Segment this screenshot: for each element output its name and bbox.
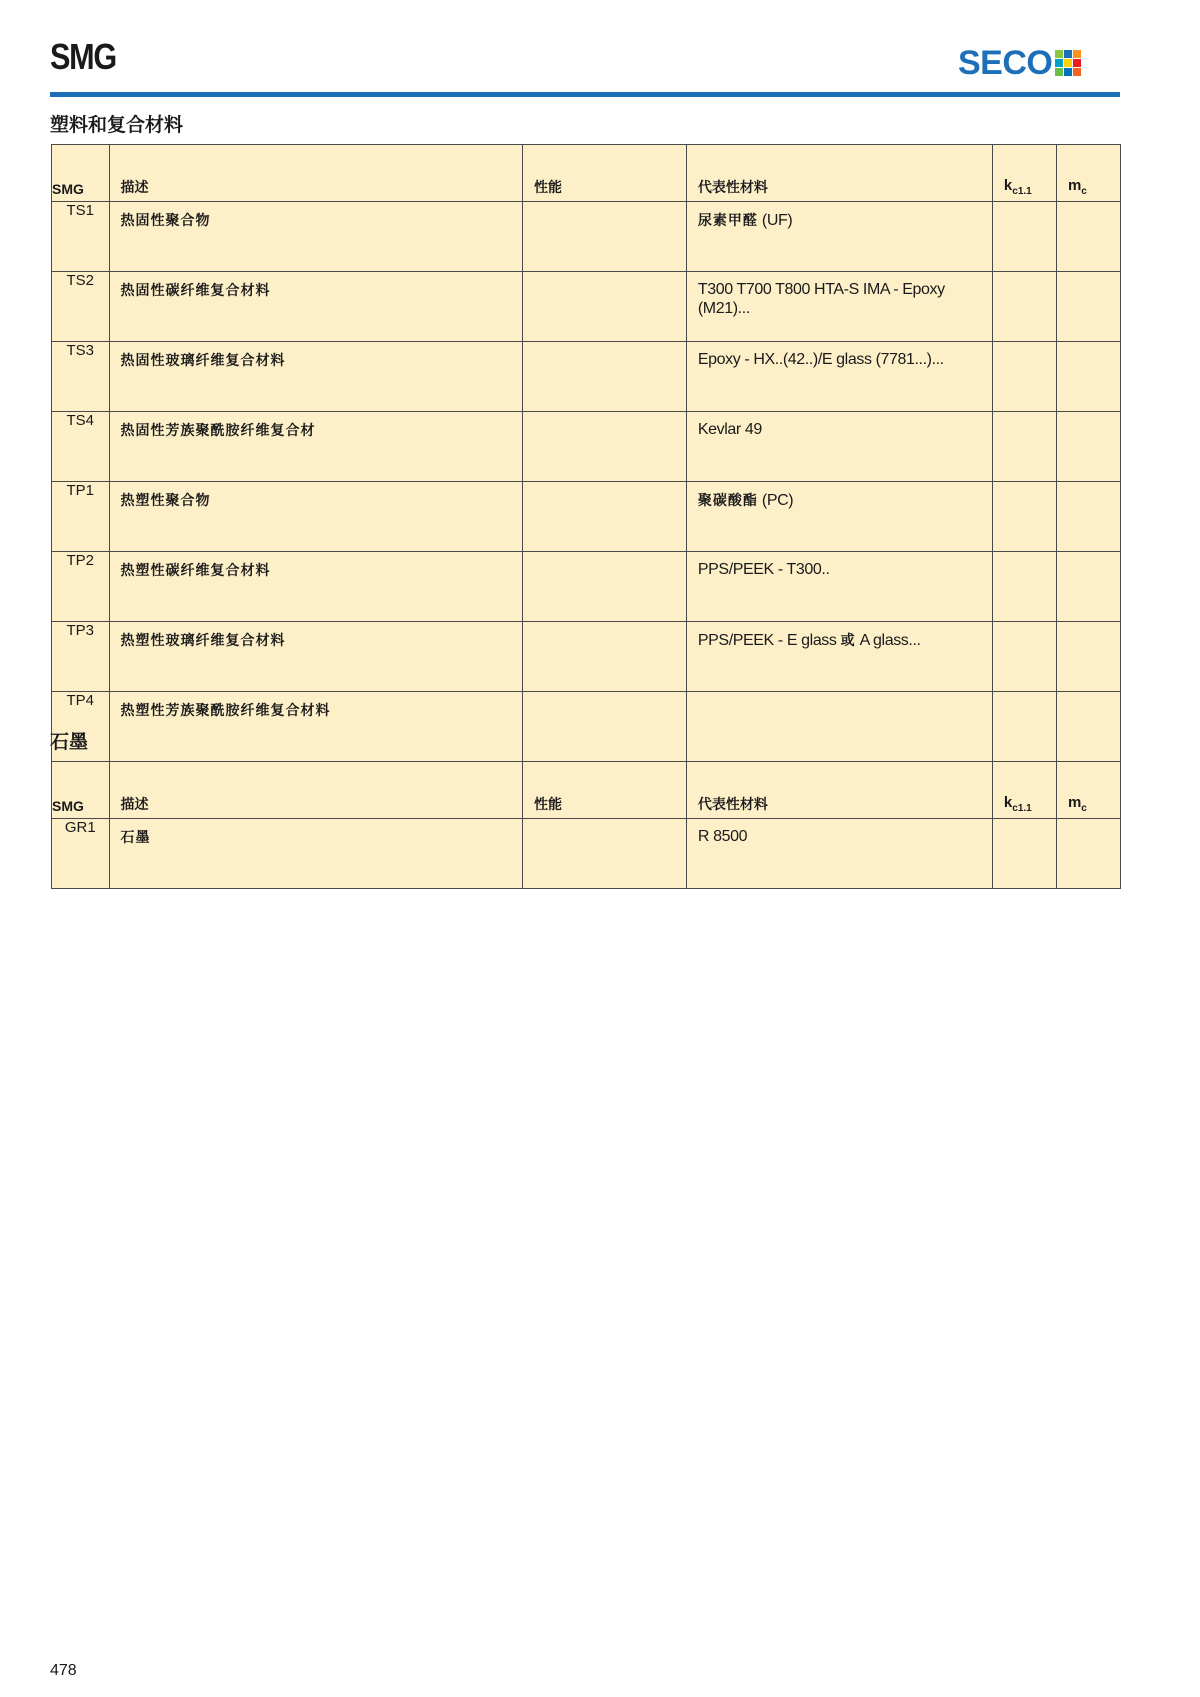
cell-mc [1056, 552, 1120, 622]
representative-material-text: Kevlar 49 [697, 421, 762, 438]
table-row [52, 202, 1121, 272]
cell-representative-material [686, 622, 992, 692]
cell-representative-material [686, 692, 992, 762]
table-header-row [52, 145, 1121, 202]
table-row [52, 342, 1121, 412]
cell-representative-material [686, 272, 992, 342]
cell-properties [523, 482, 687, 552]
cell-representative-material [686, 819, 992, 889]
cell-mc [1056, 482, 1120, 552]
table-row [52, 692, 1121, 762]
cell-properties [523, 272, 687, 342]
cell-kc [992, 622, 1056, 692]
cell-smg: TS3 [52, 342, 110, 412]
cell-description [109, 552, 522, 622]
cell-mc [1056, 202, 1120, 272]
table-row [52, 622, 1121, 692]
cell-properties [523, 202, 687, 272]
cell-smg: TS1 [52, 202, 110, 272]
page-number: 478 [50, 1662, 77, 1679]
header-kc11-subscript: c1.1 [1012, 186, 1032, 197]
cell-description [109, 819, 522, 889]
cell-properties [523, 412, 687, 482]
cell-smg: TP4 [52, 692, 110, 762]
header-mc-symbol [1057, 794, 1087, 814]
header-properties-label: 性能 [534, 180, 562, 196]
header-mc-base: m [1067, 177, 1082, 194]
logo-square [1073, 68, 1081, 76]
cell-mc [1056, 412, 1120, 482]
cell-kc [992, 482, 1056, 552]
cell-kc [992, 692, 1056, 762]
cell-kc [992, 552, 1056, 622]
representative-material-text: 聚碳酸酯 (PC) [697, 492, 794, 509]
cell-smg: TP1 [52, 482, 110, 552]
cell-description [109, 272, 522, 342]
description-text: 热塑性芳族聚酰胺纤维复合材料 [120, 703, 331, 719]
logo-square [1055, 59, 1063, 67]
cell-description [109, 412, 522, 482]
table-row [52, 552, 1121, 622]
header-representative-materials-label: 代表性材料 [697, 797, 768, 813]
materials-table [51, 144, 1121, 762]
cell-properties [523, 819, 687, 889]
cell-kc [992, 342, 1056, 412]
cell-description [109, 692, 522, 762]
cell-smg: GR1 [52, 819, 110, 889]
header-description [109, 762, 522, 819]
description-text: 热固性玻璃纤维复合材料 [120, 353, 286, 369]
header-kc11-subscript: c1.1 [1012, 803, 1032, 814]
header-kc11 [992, 145, 1056, 202]
header-properties [523, 762, 687, 819]
description-text: 热固性芳族聚酰胺纤维复合材 [120, 423, 316, 439]
representative-material-text: R 8500 [697, 828, 748, 845]
cell-smg: TP2 [52, 552, 110, 622]
header-kc11-base: k [1003, 794, 1013, 811]
logo-square [1055, 50, 1063, 58]
header-mc-symbol [1057, 177, 1087, 197]
description-text: 热塑性碳纤维复合材料 [120, 563, 271, 579]
cell-smg: TP3 [52, 622, 110, 692]
section-title: 石墨 [50, 731, 89, 753]
cell-smg: TS4 [52, 412, 110, 482]
header-mc-base: m [1067, 794, 1082, 811]
header-kc11 [992, 762, 1056, 819]
table-row [52, 412, 1121, 482]
header-representative-materials [686, 762, 992, 819]
cell-description [109, 202, 522, 272]
cell-kc [992, 412, 1056, 482]
header-representative-materials-label: 代表性材料 [697, 180, 768, 196]
cell-representative-material [686, 202, 992, 272]
header-properties [523, 145, 687, 202]
cell-description [109, 342, 522, 412]
section-title: 塑料和复合材料 [50, 114, 184, 136]
representative-material-text: 尿素甲醛 (UF) [697, 212, 793, 229]
cell-smg: TS2 [52, 272, 110, 342]
table-row [52, 482, 1121, 552]
cell-mc [1056, 272, 1120, 342]
header-rule [50, 92, 1120, 97]
representative-material-text: Epoxy - HX..(42..)/E glass (7781...)... [697, 351, 944, 368]
cell-description [109, 482, 522, 552]
header-properties-label: 性能 [534, 797, 562, 813]
cell-kc [992, 272, 1056, 342]
header-description [109, 145, 522, 202]
header-smg: SMG [52, 762, 110, 819]
cell-mc [1056, 819, 1120, 889]
logo-color-squares [1055, 50, 1081, 76]
cell-representative-material [686, 412, 992, 482]
seco-logo [958, 46, 1081, 80]
cell-representative-material [686, 342, 992, 412]
cell-properties [523, 552, 687, 622]
cell-mc [1056, 692, 1120, 762]
header-description-label: 描述 [120, 797, 149, 813]
logo-wordmark: SECO [958, 44, 1053, 82]
logo-square [1064, 50, 1072, 58]
cell-properties [523, 342, 687, 412]
description-text: 石墨 [120, 830, 151, 846]
cell-kc [992, 819, 1056, 889]
logo-square [1055, 68, 1063, 76]
logo-square [1064, 68, 1072, 76]
description-text: 热固性聚合物 [120, 213, 211, 229]
header-description-label: 描述 [120, 180, 149, 196]
cell-representative-material [686, 482, 992, 552]
logo-square [1073, 50, 1081, 58]
cell-mc [1056, 622, 1120, 692]
header-mc-subscript: c [1081, 186, 1087, 197]
cell-mc [1056, 342, 1120, 412]
header-representative-materials [686, 145, 992, 202]
header-kc11-symbol [993, 177, 1032, 197]
description-text: 热固性碳纤维复合材料 [120, 283, 271, 299]
table-header-row [52, 762, 1121, 819]
logo-square [1064, 59, 1072, 67]
representative-material-text: PPS/PEEK - E glass 或 A glass... [697, 632, 921, 649]
page-title: SMG [50, 36, 116, 77]
header-kc11-base: k [1003, 177, 1013, 194]
table-row [52, 272, 1121, 342]
cell-description [109, 622, 522, 692]
header-kc11-symbol [993, 794, 1032, 814]
cell-properties [523, 692, 687, 762]
logo-square [1073, 59, 1081, 67]
cell-representative-material [686, 552, 992, 622]
description-text: 热塑性聚合物 [120, 493, 211, 509]
header-smg: SMG [52, 145, 110, 202]
cell-kc [992, 202, 1056, 272]
table-row [52, 819, 1121, 889]
header-mc-subscript: c [1081, 803, 1087, 814]
representative-material-text: T300 T700 T800 HTA-S IMA - Epoxy (M21)... [697, 281, 945, 317]
description-text: 热塑性玻璃纤维复合材料 [120, 633, 286, 649]
materials-table [51, 761, 1121, 889]
representative-material-text: PPS/PEEK - T300.. [697, 561, 830, 578]
header-mc [1056, 145, 1120, 202]
header-mc [1056, 762, 1120, 819]
cell-properties [523, 622, 687, 692]
